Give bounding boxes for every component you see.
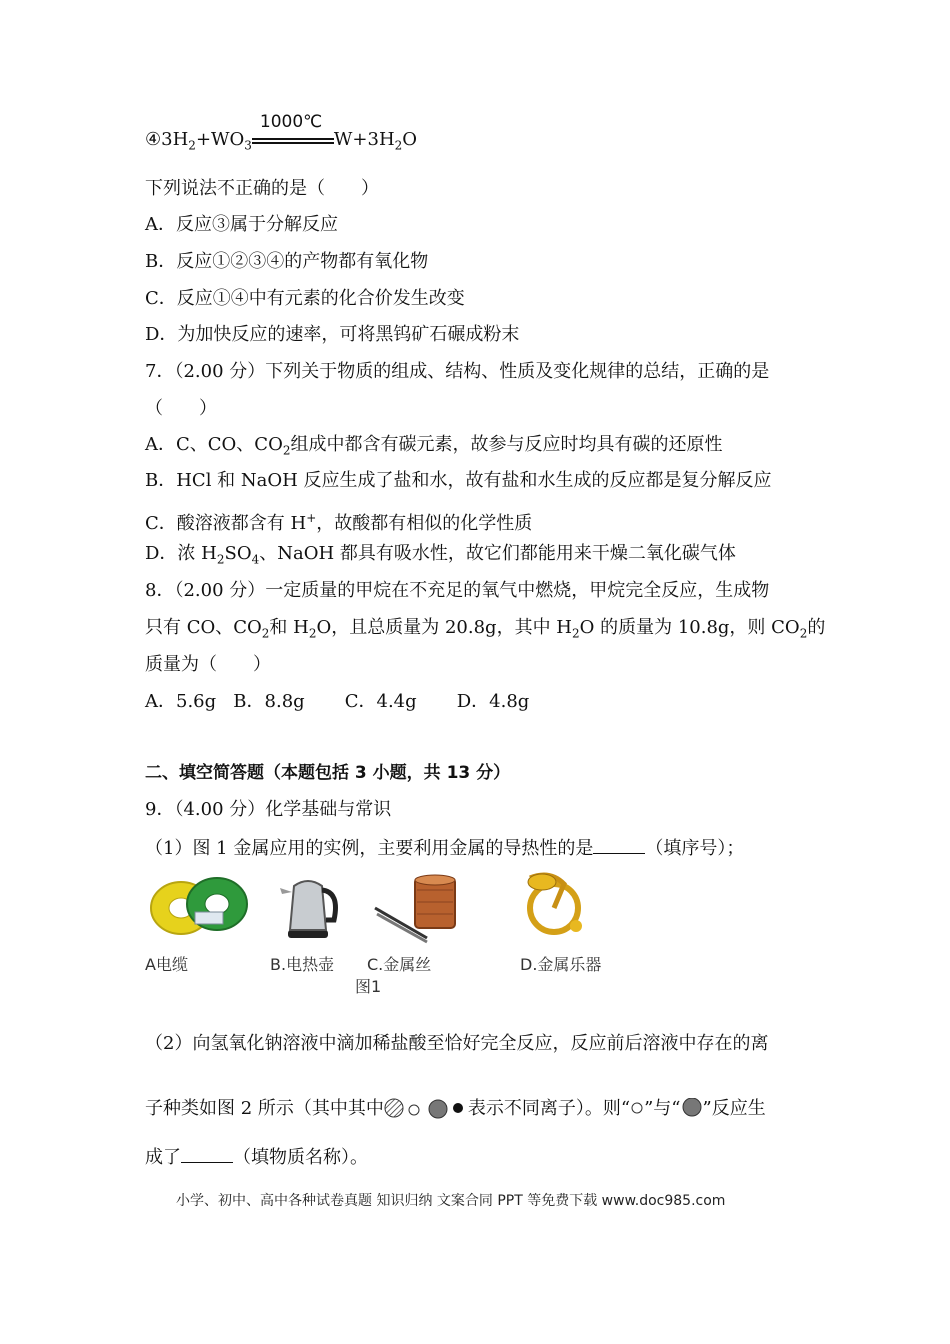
q7-option-d: D．浓 $H_2SO_4$、NaOH 都具有吸水性，故它们都能用来干燥二氧化碳气体	[145, 543, 736, 567]
small-open-ion-ref-icon	[630, 1100, 644, 1118]
q6-option-a: A．反应③属于分解反应	[145, 214, 338, 235]
figure-instrument	[520, 868, 630, 974]
answer-blank[interactable]	[593, 835, 645, 854]
q6-option-b: B．反应①②③④的产物都有氧化物	[145, 251, 429, 272]
q8-stem-line2: 只有 CO、$CO_2$和 $H_2O$，且总质量为 20.8g，其中 $H_2O$ 的质量为 10.8g，则 $CO_2$的	[145, 617, 826, 641]
figure-1	[145, 868, 625, 998]
reaction-condition: 1000℃	[252, 130, 334, 158]
figure-cable	[145, 868, 255, 974]
q6-option-c: C．反应①④中有元素的化合价发生改变	[145, 288, 465, 309]
horn-icon	[520, 868, 610, 948]
answer-blank-2[interactable]	[181, 1144, 233, 1163]
figure-wire	[367, 868, 477, 974]
q9-stem: 9．（4.00 分）化学基础与常识	[145, 799, 392, 820]
q8-stem: 8．（2.00 分）一定质量的甲烷在不充足的氧气中燃烧，甲烷完全反应，生成物	[145, 580, 770, 601]
q7-stem-paren: （ ）	[145, 398, 217, 419]
ion-symbols	[384, 1098, 468, 1120]
figure-caption-a: A电缆	[145, 955, 188, 974]
q7-option-c: C．酸溶液都含有 H+，故酸都有相似的化学性质	[145, 511, 533, 534]
q7-option-b: B．HCl 和 NaOH 反应生成了盐和水，故有盐和水生成的反应都是复分解反应	[145, 470, 772, 491]
cable-icon	[145, 868, 255, 948]
figure-caption-d: D.金属乐器	[520, 955, 602, 974]
q9-part2-line1: （2）向氢氧化钠溶液中滴加稀盐酸至恰好完全反应，反应前后溶液中存在的离	[145, 1033, 769, 1054]
gray-ion-icon	[429, 1100, 447, 1118]
small-open-ion-icon	[409, 1105, 419, 1115]
q8-options: A．5.6g B．8.8g C．4.4g D．4.8g	[145, 691, 530, 712]
q6-option-d: D．为加快反应的速率，可将黑钨矿石碾成粉末	[145, 324, 520, 345]
kettle-icon	[270, 868, 350, 948]
hatched-ion-icon	[385, 1099, 403, 1117]
figure-1-label: 图1	[355, 977, 382, 996]
section-heading: 二、填空简答题（本题包括 3 小题，共 13 分）	[145, 763, 511, 783]
figure-kettle	[270, 868, 380, 974]
figure-caption-b: B.电热壶	[270, 955, 335, 974]
wire-icon	[367, 868, 477, 948]
q7-stem: 7．（2.00 分）下列关于物质的组成、结构、性质及变化规律的总结，正确的是	[145, 361, 770, 382]
q7-option-a: A．C、CO、$CO_2$组成中都含有碳元素，故参与反应时均具有碳的还原性	[145, 434, 723, 458]
gray-ion-ref-icon	[681, 1098, 703, 1120]
reaction-4: $④3H_2+WO_3$ 1000℃ $W+3H_2O$	[145, 128, 417, 158]
q8-stem-line3: 质量为（ ）	[145, 654, 271, 675]
q9-part1: （1）图 1 金属应用的实例，主要利用金属的导热性的是 （填序号）；	[145, 835, 744, 861]
q6-stem: 下列说法不正确的是（ ）	[145, 178, 379, 199]
small-black-ion-icon	[453, 1103, 463, 1113]
page-footer: 小学、初中、高中各种试卷真题 知识归纳 文案合同 PPT 等免费下载 www.doc985.com	[176, 1193, 726, 1209]
q9-part2-line3: 成了 （填物质名称）。	[145, 1144, 368, 1170]
q9-part2-line2: 子种类如图 2 所示（其中其中 表示不同离子）。则“ ”与“ ”反应生	[145, 1098, 766, 1119]
figure-caption-c: C.金属丝	[367, 955, 432, 974]
